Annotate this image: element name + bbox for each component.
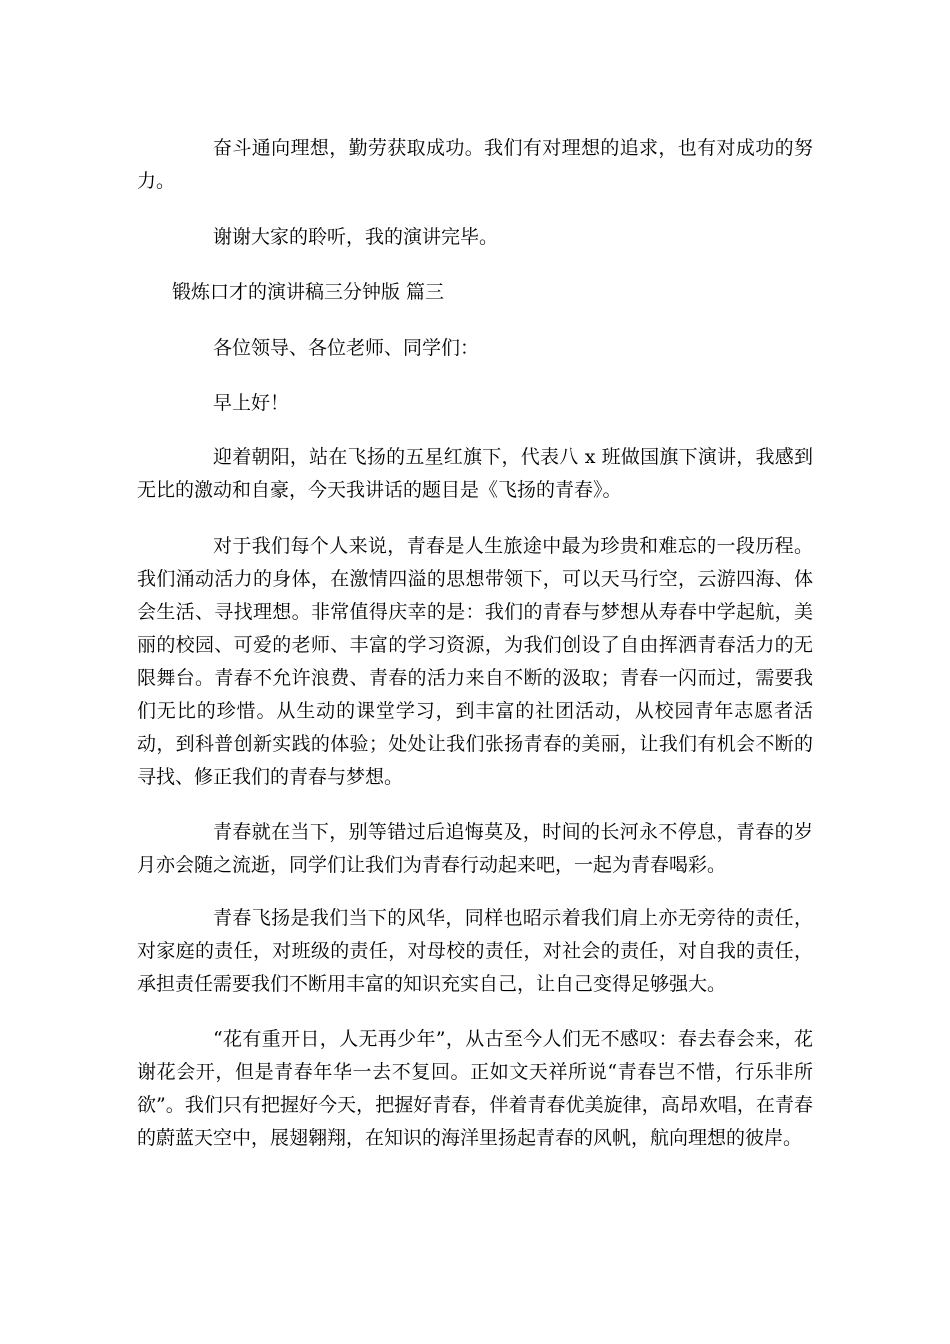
section-title: 锻炼口才的演讲稿三分钟版 篇三 — [172, 281, 445, 303]
paragraph-closing-effort: 奋斗通向理想，勤劳获取成功。我们有对理想的追求，也有对成功的努力。 — [137, 137, 813, 192]
paragraph-greeting-audience: 各位领导、各位老师、同学们： — [213, 337, 480, 359]
paragraph-responsibility: 青春飞扬是我们当下的风华，同样也昭示着我们肩上亦无旁待的责任，对家庭的责任，对班级的责任，对母校的责任，对社会的责任，对自我的责任，承担责任需要我们不断用丰富的知识充实自己，让自己变得足够强大。 — [137, 907, 813, 995]
paragraph-thanks: 谢谢大家的聆听，我的演讲完毕。 — [213, 226, 499, 248]
paragraph-youth-now: 青春就在当下，别等错过后追悔莫及，时间的长河永不停息，青春的岁月亦会随之流逝，同学们让我们为青春行动起来吧，一起为青春喝彩。 — [137, 821, 813, 876]
paragraph-intro: 迎着朝阳，站在飞扬的五星红旗下，代表八 x 班做国旗下演讲，我感到无比的激动和自豪，今天我讲话的题目是《飞扬的青春》。 — [137, 446, 813, 501]
paragraph-youth-journey: 对于我们每个人来说，青春是人生旅途中最为珍贵和难忘的一段历程。我们涌动活力的身体，在激情四溢的思想带领下，可以天马行空，云游四海、体会生活、寻找理想。非常值得庆幸的是：我们的青春与梦想从寿春中学起航，美丽的校园、可爱的老师、丰富的学习资源，为我们创设了自由挥洒青春活力的无限舞台。青春不允许浪费、青春的活力来自不断的汲取；青春一闪而过，需要我们无比的珍惜。从生动的课堂学习，到丰富的社团活动，从校园青年志愿者活动，到科普创新实践的体验；处处让我们张扬青春的美丽，让我们有机会不断的寻找、修正我们的青春与梦想。 — [137, 535, 813, 788]
paragraph-good-morning: 早上好！ — [213, 392, 290, 414]
paragraph-flowers-quote: “花有重开日，人无再少年”，从古至今人们无不感叹：春去春会来，花谢花会开，但是青春年华一去不复回。正如文天祥所说“青春岂不惜，行乐非所欲”。我们只有把握好今天，把握好青春，伴着青春优美旋律，高昂欢唱，在青春的蔚蓝天空中，展翅翱翔，在知识的海洋里扬起青春的风帆，航向理想的彼岸。 — [137, 1028, 813, 1149]
